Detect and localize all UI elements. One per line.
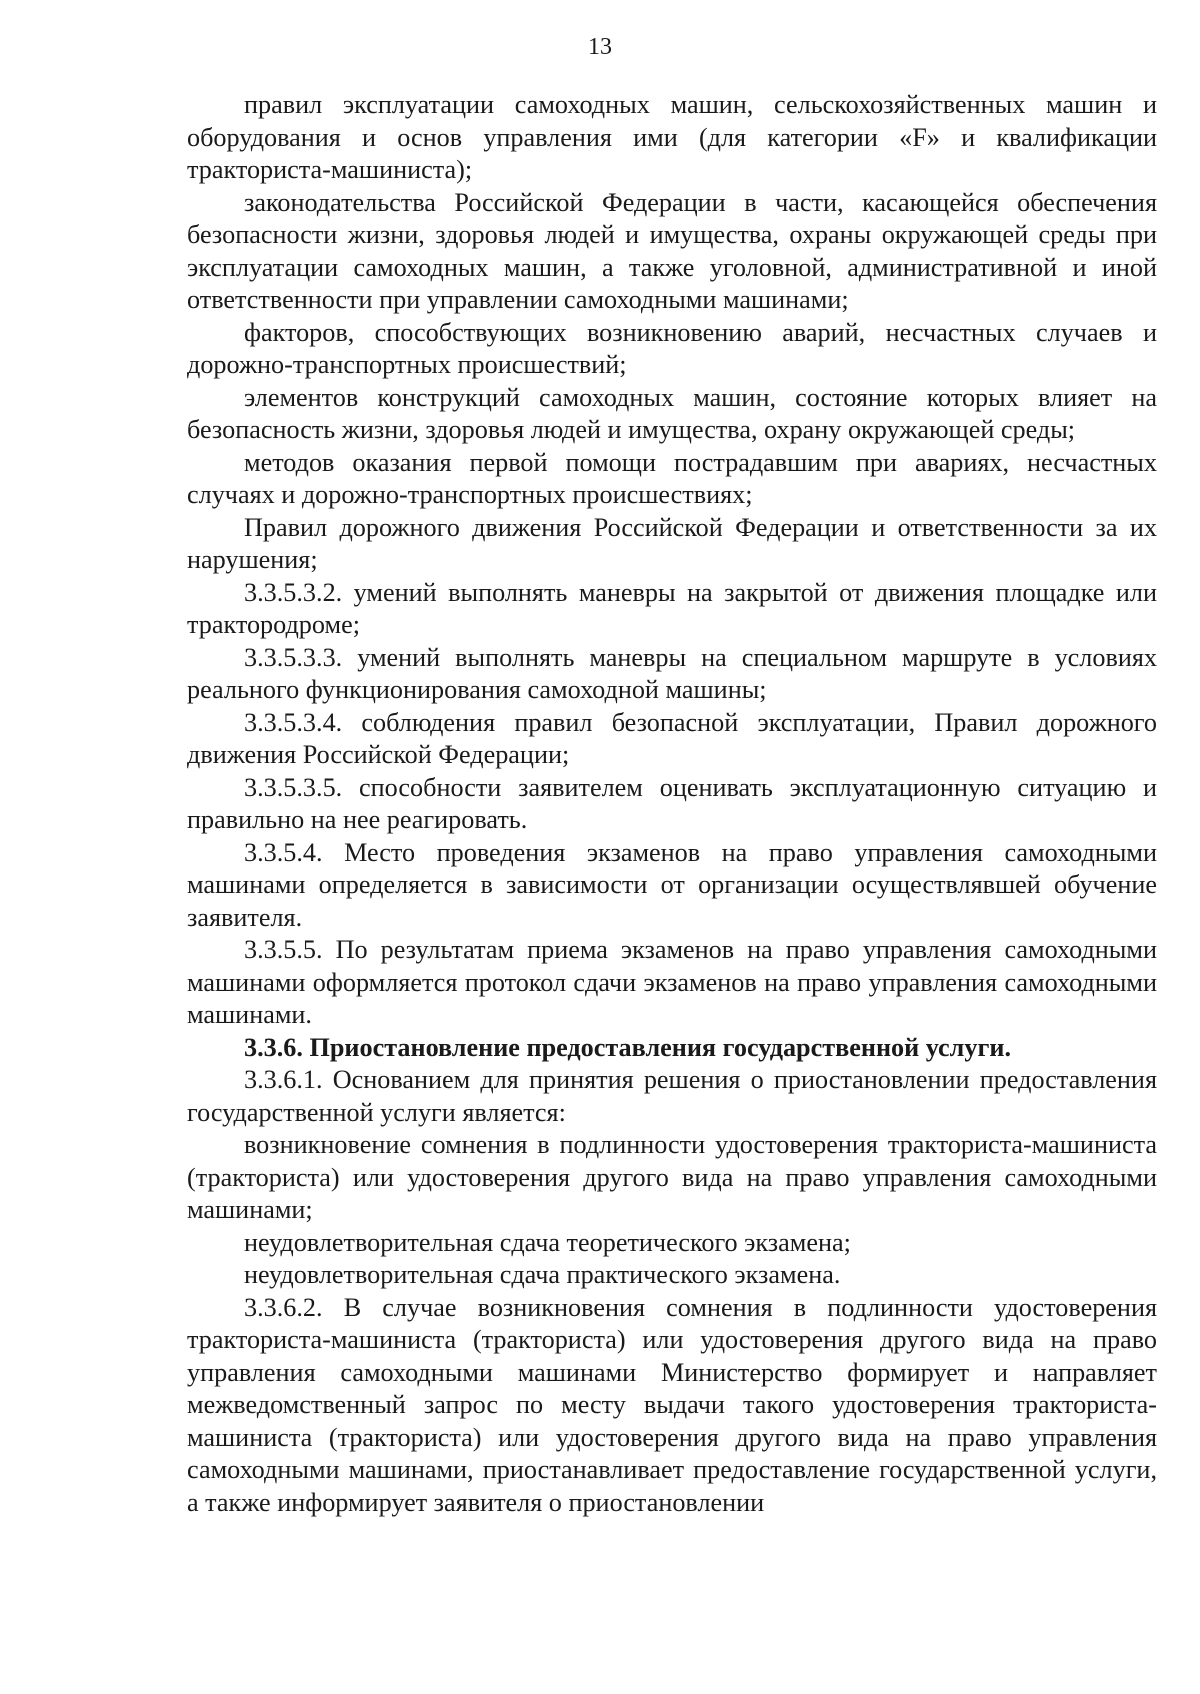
body-paragraph: 3.3.5.3.3. умений выполнять маневры на специальном маршруте в условиях реального функционирования самоходной машины; <box>187 642 1157 704</box>
body-paragraph: правил эксплуатации самоходных машин, сельскохозяйственных машин и оборудования и основ управления ими (для категории «F» и квалификации тракториста-машиниста); <box>187 90 1157 184</box>
body-paragraph: 3.3.5.5. По результатам приема экзаменов на право управления самоходными машинами оформляется протокол сдачи экзаменов на право управления самоходными машинами. <box>187 935 1157 1029</box>
page-number: 13 <box>588 34 612 60</box>
section-heading: 3.3.6. Приостановление предоставления государственной услуги. <box>244 1032 1011 1062</box>
body-paragraph: 3.3.5.4. Место проведения экзаменов на право управления самоходными машинами определяется в зависимости от организации осуществлявшей обучение заявителя. <box>187 837 1157 932</box>
body-paragraph: факторов, способствующих возникновению аварий, несчастных случаев и дорожно-транспортных происшествий; <box>187 317 1157 379</box>
body-paragraph: неудовлетворительная сдача практического экзамена. <box>244 1260 841 1289</box>
body-paragraph: неудовлетворительная сдача теоретического экзамена; <box>244 1227 851 1257</box>
body-paragraph: 3.3.6.1. Основанием для принятия решения о приостановлении предоставления государственной услуги является: <box>187 1065 1157 1127</box>
body-paragraph: методов оказания первой помощи пострадавшим при авариях, несчастных случаях и дорожно-транспортных происшествиях; <box>187 447 1157 509</box>
body-paragraph: элементов конструкций самоходных машин, состояние которых влияет на безопасность жизни, здоровья людей и имущества, охрану окружающей среды; <box>187 382 1157 444</box>
body-paragraph: 3.3.6.2. В случае возникновения сомнения в подлинности удостоверения тракториста-машиниста (тракториста) или удостоверения другого вида на право управления самоходными машинами Министерство формирует и направляет межведомственный запрос по месту выдачи такого удостоверения тракториста-машиниста (тракториста) или удостоверения другого вида на право управления самоходными машинами, приостанавливает предоставление государственной услуги, а также информирует заявителя о приостановлении <box>187 1292 1157 1517</box>
body-paragraph: возникновение сомнения в подлинности удостоверения тракториста-машиниста (тракториста) или удостоверения другого вида на право управления самоходными машинами; <box>187 1130 1157 1224</box>
body-paragraph: 3.3.5.3.5. способности заявителем оценивать эксплуатационную ситуацию и правильно на нее реагировать. <box>187 772 1157 834</box>
body-paragraph: Правил дорожного движения Российской Федерации и ответственности за их нарушения; <box>187 512 1157 574</box>
body-paragraph: законодательства Российской Федерации в части, касающейся обеспечения безопасности жизни, здоровья людей и имущества, охраны окружающей среды при эксплуатации самоходных машин, а также уголовной, административной и иной ответственности при управлении самоходными машинами; <box>187 187 1157 314</box>
body-paragraph: 3.3.5.3.4. соблюдения правил безопасной эксплуатации, Правил дорожного движения Российской Федерации; <box>187 707 1157 769</box>
document-body <box>187 89 1157 1519</box>
body-paragraph: 3.3.5.3.2. умений выполнять маневры на закрытой от движения площадке или трактородроме; <box>187 577 1157 639</box>
